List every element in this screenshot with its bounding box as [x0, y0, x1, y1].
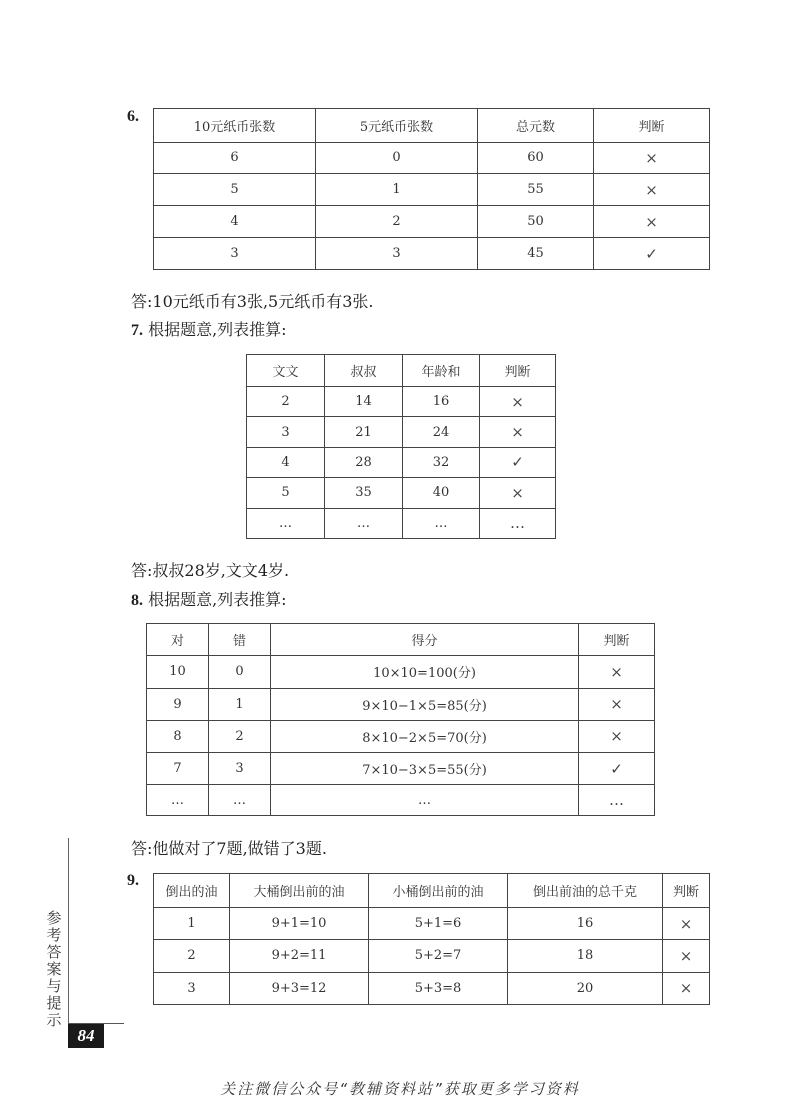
table-cell: × — [594, 174, 710, 206]
table-cell: 3 — [154, 972, 230, 1004]
table-cell: 1 — [316, 174, 478, 206]
table-row — [154, 972, 710, 1004]
table-cell: 9+3=12 — [230, 972, 369, 1004]
table-header-cell: 倒出前油的总千克 — [508, 874, 663, 908]
table-cell: 9+1=10 — [230, 908, 369, 940]
table-cell: 10 — [147, 656, 209, 688]
table-header-cell: 判断 — [663, 874, 710, 908]
table-cell: 21 — [325, 417, 403, 447]
table-cell: × — [579, 720, 655, 752]
table-cell: 40 — [403, 478, 480, 508]
table-cell: … — [147, 785, 209, 816]
table-header-cell: 判断 — [579, 624, 655, 656]
table-cell: 16 — [508, 908, 663, 940]
q8-table — [146, 623, 655, 816]
table-cell: 4 — [154, 206, 316, 238]
table-cell: 14 — [325, 387, 403, 417]
table-cell: … — [325, 508, 403, 538]
q6-answer: 答:10元纸币有3张,5元纸币有3张. — [131, 292, 374, 311]
table-cell: 9 — [147, 688, 209, 720]
table-cell: × — [579, 656, 655, 688]
table-header-cell: 得分 — [271, 624, 579, 656]
q9-number: 9. — [127, 872, 139, 889]
table-cell: × — [480, 478, 556, 508]
table-cell: ✓ — [480, 447, 556, 477]
table-cell: 10×10=100(分) — [271, 656, 579, 688]
table-cell: × — [594, 206, 710, 238]
table-header-row — [247, 355, 556, 387]
table-row — [247, 417, 556, 447]
table-cell: … — [403, 508, 480, 538]
table-cell: 9×10−1×5=85(分) — [271, 688, 579, 720]
table-row — [154, 940, 710, 972]
q7-answer: 答:叔叔28岁,文文4岁. — [131, 561, 290, 580]
table-cell: 6 — [154, 142, 316, 174]
table-cell: 55 — [478, 174, 594, 206]
table-cell: 5+1=6 — [369, 908, 508, 940]
table-cell: … — [271, 785, 579, 816]
table-cell: 20 — [508, 972, 663, 1004]
table-row — [247, 508, 556, 538]
table-cell: 3 — [209, 753, 271, 785]
q9-table — [153, 873, 710, 1005]
table-cell: 24 — [403, 417, 480, 447]
q7-table — [246, 354, 556, 539]
q8-answer: 答:他做对了7题,做错了3题. — [131, 839, 327, 858]
table-cell: 5 — [247, 478, 325, 508]
table-row — [154, 142, 710, 174]
table-header-cell: 判断 — [594, 109, 710, 143]
table-header-cell: 5元纸币张数 — [316, 109, 478, 143]
table-row — [147, 785, 655, 816]
table-header-cell: 总元数 — [478, 109, 594, 143]
table-header-cell: 年龄和 — [403, 355, 480, 387]
q6-table — [153, 108, 710, 270]
table-cell: ✓ — [579, 753, 655, 785]
table-cell: 4 — [247, 447, 325, 477]
table-cell: 2 — [316, 206, 478, 238]
table-cell: × — [594, 142, 710, 174]
q7-intro: 7. 根据题意,列表推算: — [131, 320, 287, 339]
table-cell: 2 — [154, 940, 230, 972]
table-cell: 16 — [403, 387, 480, 417]
table-cell: … — [247, 508, 325, 538]
footer-watermark: 关注微信公众号“教辅资料站”获取更多学习资料 — [220, 1080, 580, 1098]
table-row — [247, 387, 556, 417]
table-cell: 0 — [316, 142, 478, 174]
table-cell: 5+3=8 — [369, 972, 508, 1004]
table-cell: … — [579, 785, 655, 816]
page-number: 84 — [68, 1024, 104, 1048]
table-header-row — [154, 109, 710, 143]
table-cell: 1 — [154, 908, 230, 940]
table-row — [247, 478, 556, 508]
table-row — [154, 908, 710, 940]
table-cell: … — [480, 508, 556, 538]
table-row — [154, 238, 710, 270]
table-header-cell: 对 — [147, 624, 209, 656]
table-row — [147, 656, 655, 688]
table-header-row — [154, 874, 710, 908]
table-header-cell: 小桶倒出前的油 — [369, 874, 508, 908]
table-row — [147, 688, 655, 720]
table-cell: 1 — [209, 688, 271, 720]
table-cell: ✓ — [594, 238, 710, 270]
table-row — [154, 174, 710, 206]
table-cell: 2 — [247, 387, 325, 417]
table-cell: × — [663, 908, 710, 940]
table-cell: 7×10−3×5=55(分) — [271, 753, 579, 785]
side-rule — [68, 838, 69, 1048]
table-header-cell: 10元纸币张数 — [154, 109, 316, 143]
table-cell: 3 — [154, 238, 316, 270]
table-cell: 8×10−2×5=70(分) — [271, 720, 579, 752]
sidebar-label: 参考答案与提示 — [46, 909, 62, 1029]
table-cell: 35 — [325, 478, 403, 508]
table-cell: 45 — [478, 238, 594, 270]
table-cell: × — [663, 972, 710, 1004]
table-cell: × — [663, 940, 710, 972]
table-cell: 9+2=11 — [230, 940, 369, 972]
table-cell: 18 — [508, 940, 663, 972]
table-cell: 28 — [325, 447, 403, 477]
table-cell: 5 — [154, 174, 316, 206]
table-cell: 7 — [147, 753, 209, 785]
table-cell: 50 — [478, 206, 594, 238]
table-header-cell: 倒出的油 — [154, 874, 230, 908]
table-row — [147, 720, 655, 752]
table-cell: 3 — [247, 417, 325, 447]
table-header-cell: 文文 — [247, 355, 325, 387]
table-row — [247, 447, 556, 477]
table-header-cell: 判断 — [480, 355, 556, 387]
table-header-cell: 大桶倒出前的油 — [230, 874, 369, 908]
table-cell: × — [579, 688, 655, 720]
table-row — [154, 206, 710, 238]
q6-number: 6. — [127, 108, 139, 125]
table-cell: 0 — [209, 656, 271, 688]
table-cell: 3 — [316, 238, 478, 270]
table-cell: 32 — [403, 447, 480, 477]
table-cell: × — [480, 387, 556, 417]
table-cell: 2 — [209, 720, 271, 752]
table-header-cell: 叔叔 — [325, 355, 403, 387]
table-cell: 8 — [147, 720, 209, 752]
table-cell: × — [480, 417, 556, 447]
table-header-row — [147, 624, 655, 656]
table-cell: 5+2=7 — [369, 940, 508, 972]
table-row — [147, 753, 655, 785]
table-cell: 60 — [478, 142, 594, 174]
q8-intro: 8. 根据题意,列表推算: — [131, 590, 287, 609]
table-cell: … — [209, 785, 271, 816]
table-header-cell: 错 — [209, 624, 271, 656]
